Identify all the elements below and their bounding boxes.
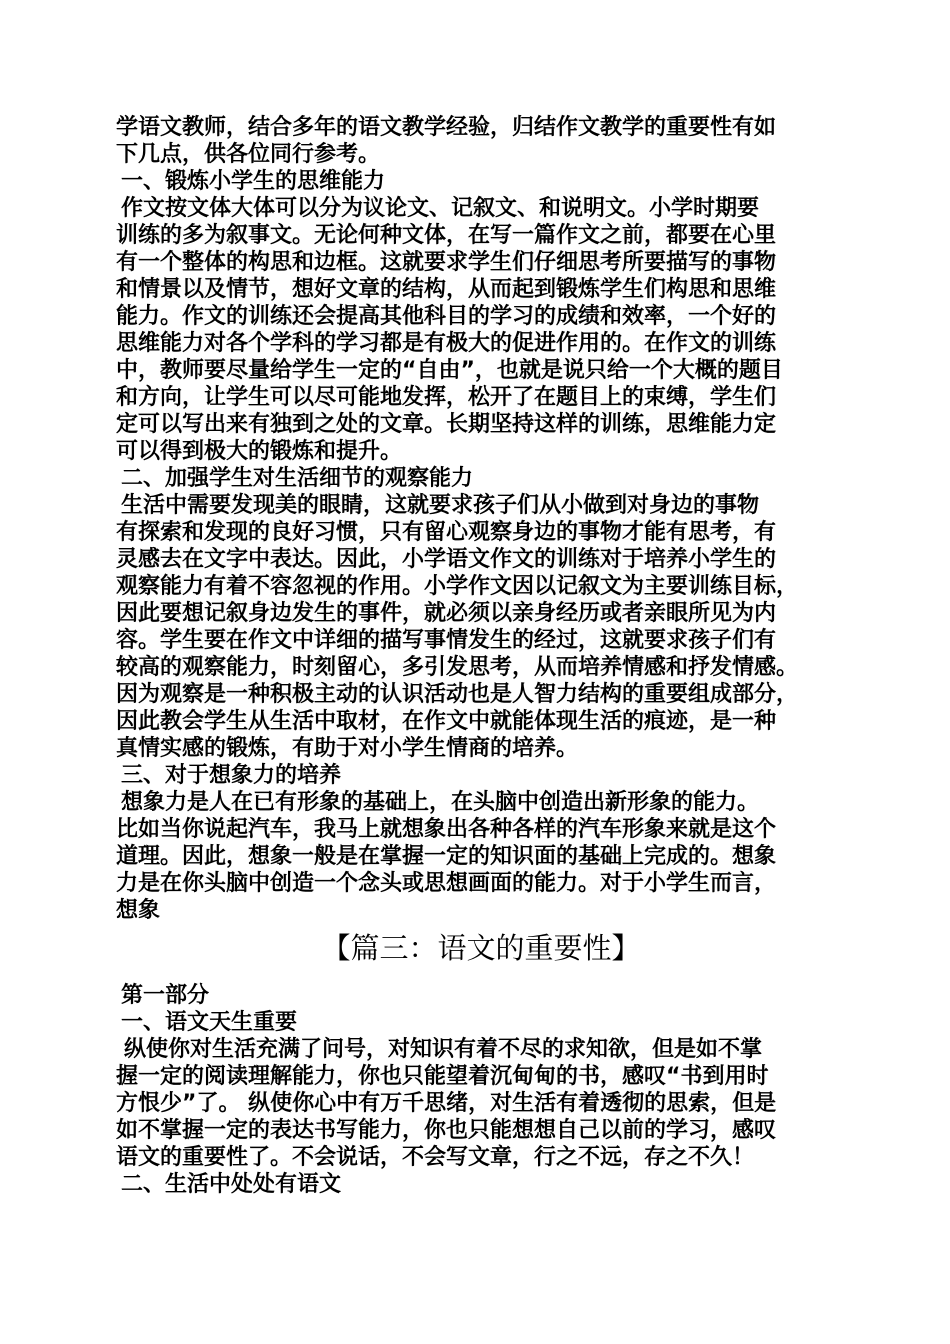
paragraph-line: 较高的观察能力，时刻留心，多引发思考，从而培养情感和抒发情感。 (116, 655, 799, 680)
paragraph-line: 观察能力有着不容忽视的作用。小学作文因以记叙文为主要训练目标， (116, 574, 799, 599)
paragraph-line: 握一定的阅读理解能力，你也只能望着沉甸甸的书，感叹“书到用时 (116, 1064, 769, 1089)
paragraph-line: 有探索和发现的良好习惯，只有留心观察身边的事物才能有思考，有 (116, 520, 777, 545)
paragraph-line: 可以得到极大的锻炼和提升。 (116, 439, 403, 464)
paragraph-line: 和方向，让学生可以尽可能地发挥，松开了在题目上的束缚，学生们 (116, 385, 777, 410)
paragraph-line: 因为观察是一种积极主动的认识活动也是人智力结构的重要组成部分， (116, 682, 799, 707)
paragraph-line: 力是在你头脑中创造一个念头或思想画面的能力。对于小学生而言， (116, 871, 777, 896)
paragraph-line: 真情实感的锻炼，有助于对小学生情商的培养。 (116, 736, 579, 761)
heading-chinese-in-life: 二、生活中处处有语文 (121, 1172, 342, 1197)
paragraph-line: 比如当你说起汽车，我马上就想象出各种各样的汽车形象来就是这个 (116, 817, 777, 842)
paragraph-line: 和情景以及情节，想好文章的结构，从而起到锻炼学生们构思和思维 (116, 277, 777, 302)
paragraph-line: 道理。因此，想象一般是在掌握一定的知识面的基础上完成的。想象 (116, 844, 777, 869)
paragraph-line: 方恨少”了。 纵使你心中有万千思绪，对生活有着透彻的思索，但是 (116, 1091, 777, 1116)
heading-imagination: 三、对于想象力的培养 (121, 763, 342, 788)
paragraph-line: 纵使你对生活充满了问号，对知识有着不尽的求知欲，但是如不掌 (124, 1037, 763, 1062)
heading-chinese-important: 一、语文天生重要 (121, 1010, 298, 1035)
intro-line-1: 学语文教师，结合多年的语文教学经验，归结作文教学的重要性有如 (116, 115, 777, 140)
intro-line-2: 下几点，供各位同行参考。 (116, 142, 381, 167)
paragraph-line: 定可以写出来有独到之处的文章。长期坚持这样的训练，思维能力定 (116, 412, 777, 437)
section-title: 【篇三：语文的重要性】 (321, 931, 641, 965)
document-body (116, 114, 846, 1198)
paragraph-line: 思维能力对各个学科的学习都是有极大的促进作用的。在作文的训练 (116, 331, 777, 356)
paragraph-line: 作文按文体大体可以分为议论文、记叙文、和说明文。小学时期要 (121, 196, 760, 221)
paragraph-line: 容。学生要在作文中详细的描写事情发生的经过，这就要求孩子们有 (116, 628, 777, 653)
paragraph-line: 能力。作文的训练还会提高其他科目的学习的成绩和效率，一个好的 (116, 304, 777, 329)
part-heading: 第一部分 (121, 983, 210, 1008)
paragraph-line: 训练的多为叙事文。无论何种文体，在写一篇作文之前，都要在心里 (116, 223, 777, 248)
paragraph-line: 想象 (116, 898, 161, 923)
paragraph-line: 生活中需要发现美的眼睛，这就要求孩子们从小做到对身边的事物 (121, 493, 760, 518)
paragraph-line: 如不掌握一定的表达书写能力，你也只能想想自己以前的学习，感叹 (116, 1118, 777, 1143)
heading-observation-ability: 二、加强学生对生活细节的观察能力 (121, 466, 474, 491)
paragraph-line: 语文的重要性了。不会说话，不会写文章，行之不远，存之不久！ (116, 1145, 755, 1170)
heading-thinking-ability: 一、锻炼小学生的思维能力 (121, 169, 386, 194)
paragraph-line: 因此要想记叙身边发生的事件，就必须以亲身经历或者亲眼所见为内 (116, 601, 777, 626)
paragraph-line: 灵感去在文字中表达。因此，小学语文作文的训练对于培养小学生的 (116, 547, 777, 572)
paragraph-line: 因此教会学生从生活中取材，在作文中就能体现生活的痕迹，是一种 (116, 709, 777, 734)
paragraph-line: 中，教师要尽量给学生一定的“自由”，也就是说只给一个大概的题目 (116, 358, 783, 383)
paragraph-line: 想象力是人在已有形象的基础上，在头脑中创造出新形象的能力。 (121, 790, 760, 815)
paragraph-line: 有一个整体的构思和边框。这就要求学生们仔细思考所要描写的事物 (116, 250, 777, 275)
